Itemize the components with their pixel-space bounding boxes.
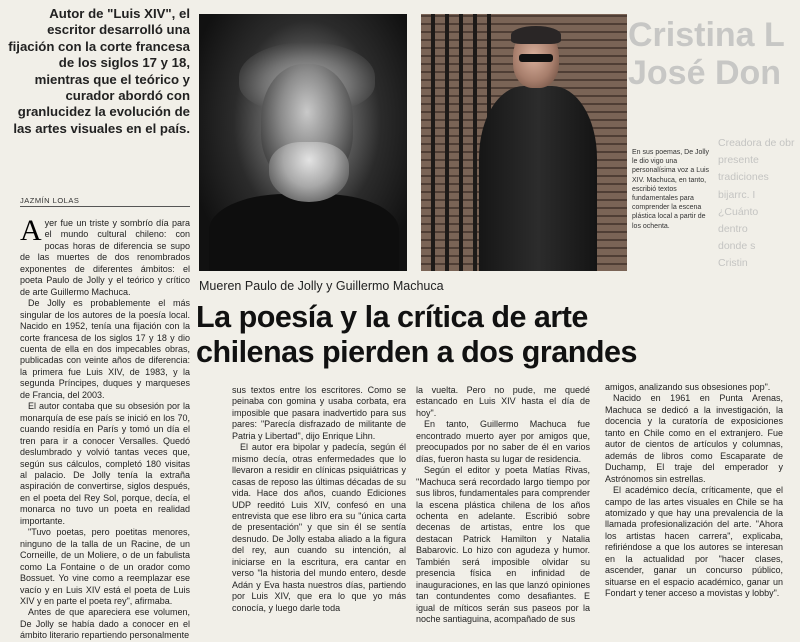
- adjacent-text-line: Creadora de obr: [718, 137, 795, 149]
- adjacent-text-line: presente: [718, 154, 759, 167]
- paragraph: En tanto, Guillermo Machuca fue encontrado muerto ayer por amigos que, preocupados por no saber de él en varios días, fueron hasta su lugar de residencia.: [416, 419, 590, 464]
- adjacent-article-headline: [628, 16, 800, 92]
- paragraph: El autor contaba que su obsesión por la monarquía de ese país se inició en los 70, cuando residía en París y tomó un día el tren para ir a conocer Versalles. Quedó deslumbrado y volvió tantas veces que, según sus cálculos, completó 180 visitas al palacio. De Jolly tenía la extraña aspiración de convertirse, siglos después, en el poeta del Rey Sol, porque, decía, el monarca no tuvo un poeta en realidad importante.: [20, 401, 190, 526]
- paragraph: la vuelta. Pero no pude, me quedé estancado en Luis XIV hasta el día de hoy".: [416, 385, 590, 418]
- portrait-photo-machuca: [421, 14, 627, 271]
- adjacent-text-line: Cristin: [718, 257, 748, 270]
- paragraph: sus textos entre los escritores. Como se peinaba con gomina y usaba corbata, era imposible que pasara inadvertido para sus pares: "Parecía disfrazado de militante de Patria y Libertad", dijo Enrique Lihn.: [232, 385, 406, 441]
- paragraph: Según el editor y poeta Matías Rivas, "Machuca será recordado largo tiempo por sus libros, fundamentales para comprender la escena plástica chilena de los años ochenta en adelante. Escribió sobre decenas de artistas, entre los que destacan Patrick Hamilton y Natalia Babarovic. Lo hizo con agudeza y humor. También será imposible olvidar su presencia física en infinidad de inauguraciones, en las que lanzó opiniones tan contundentes como desafiantes. E igual de míticos serán sus paseos por la noche santiaguina, acompañado de sus: [416, 465, 590, 625]
- paragraph: Antes de que apareciera ese volumen, De Jolly se había dado a conocer en el ámbito literario repartiendo personalmente: [20, 607, 190, 641]
- photo-jacket: [479, 86, 597, 271]
- adjacent-headline-line-2: José Don: [628, 54, 782, 92]
- adjacent-text-line: tradiciones: [718, 171, 769, 184]
- photo-hair: [511, 26, 561, 44]
- byline: JAZMÍN LOLAS: [20, 196, 190, 207]
- photo-beard: [269, 142, 349, 202]
- paragraph: "Tuvo poetas, pero poetitas menores, ninguno de la talla de un Racine, de un Corneille, de un Moliere, o de un fabulista como La Fontaine o de un orador como Bossuet. Yo vine como a reemplazar ese vacío y en Luis XIV está el poeta de Luis XIV y en parte el poeta rey", afirmaba.: [20, 527, 190, 606]
- photo-caption: En sus poemas, De Jolly le dio vigo una personalísima voz a Luis XIV. Machuca, en tanto, escribió textos fundamentales para comprender la escena plástica local a partir de los ochenta.: [632, 149, 710, 230]
- article-kicker: Mueren Paulo de Jolly y Guillermo Machuca: [199, 279, 444, 293]
- body-column-3: [416, 385, 590, 626]
- body-column-2: [232, 385, 406, 614]
- paragraph: El autor era bipolar y padecía, según él mismo decía, otras enfermedades que lo llevaron a residir en clínicas psiquiátricas y casas de reposo las últimas décadas de su vida. Hace dos años, cuando Ediciones UDP reeditó Luis XIV, confesó en una entrevista que ese libro era su "única carta de presentación" y que sin él se sentía desnudo. De Jolly estaba aliado a la figura del rey, aun cuando su intención, al iniciarse en la escritura, era cantar en verso "la historia del mundo entero, desde Adán y Eva hasta nuestros días, partiendo por Luis XIV, que era lo que yo más conocía, y luego darle toda: [232, 442, 406, 613]
- paragraph: [20, 214, 190, 298]
- body-column-4: [605, 382, 783, 600]
- paragraph: amigos, analizando sus obsesiones pop".: [605, 382, 771, 392]
- photo-coat: [209, 194, 399, 271]
- paragraph-text: yer fue un triste y sombrío día para el mundo cultural chileno: con pocas horas de diferencia se supo de las muertes de dos renombrados exponentes de diferentes ámbitos: el poeta Paulo de Jolly y el teórico y crítico de arte Guillermo Machuca.: [20, 218, 190, 297]
- adjacent-text-line: ¿Cuánto: [718, 205, 759, 218]
- adjacent-text-line: donde s: [718, 240, 756, 253]
- adjacent-text-line: bijarrc. I: [718, 188, 756, 201]
- paragraph: Nacido en 1961 en Punta Arenas, Machuca se dedicó a la investigación, la docencia y la curatoría de exposiciones tanto en Chile como en el extranjero. Fue autor de cientos de artículos y columnas, además de libros como Escaparate de Duchamp, El traje del emperador y Astrónomos sin estrellas.: [605, 393, 783, 484]
- drop-cap: A: [20, 214, 42, 247]
- adjacent-article-text: [718, 135, 800, 273]
- body-column-1: [20, 214, 190, 642]
- paragraph: De Jolly es probablemente el más singular de los autores de la poesía local. Nacido en 1952, tenía una fijación con la corte francesa de los siglos 17 y 18 y dio cuenta de ella en dos impecables obras, publicadas con veinte años de diferencia: la primera fue Luis XIV, de 1983, y la segunda Príncipes, duques y marqueses de Francia, del 2003.: [20, 298, 190, 400]
- adjacent-headline-line-1: Cristina L: [628, 16, 785, 54]
- paragraph: El académico decía, críticamente, que el campo de las artes visuales en Chile se ha atomizado y que hay una prevalencia de la llamada profesionalización del arte. "Ahora los artistas hacen carrera", explicaba, refiriéndose a que los autores se interesan en la actualidad por "hacer clases, ascender, ganar un concurso público, situarse en el espacio académico, ganar un Fondart y tener acceso a movistas y lobby".: [605, 485, 783, 599]
- adjacent-text-line: dentro: [718, 223, 748, 236]
- article-lede: Autor de "Luis XIV", el escritor desarrolló una fijación con la corte francesa de los siglos 17 y 18, mientras que el teórico y curador abordó con granlucidez la evolución de las artes visuales en el país.: [8, 6, 190, 136]
- photo-sunglasses: [519, 54, 553, 62]
- article-headline: La poesía y la crítica de arte chilenas pierden a dos grandes: [196, 300, 637, 369]
- portrait-photo-de-jolly: [199, 14, 407, 271]
